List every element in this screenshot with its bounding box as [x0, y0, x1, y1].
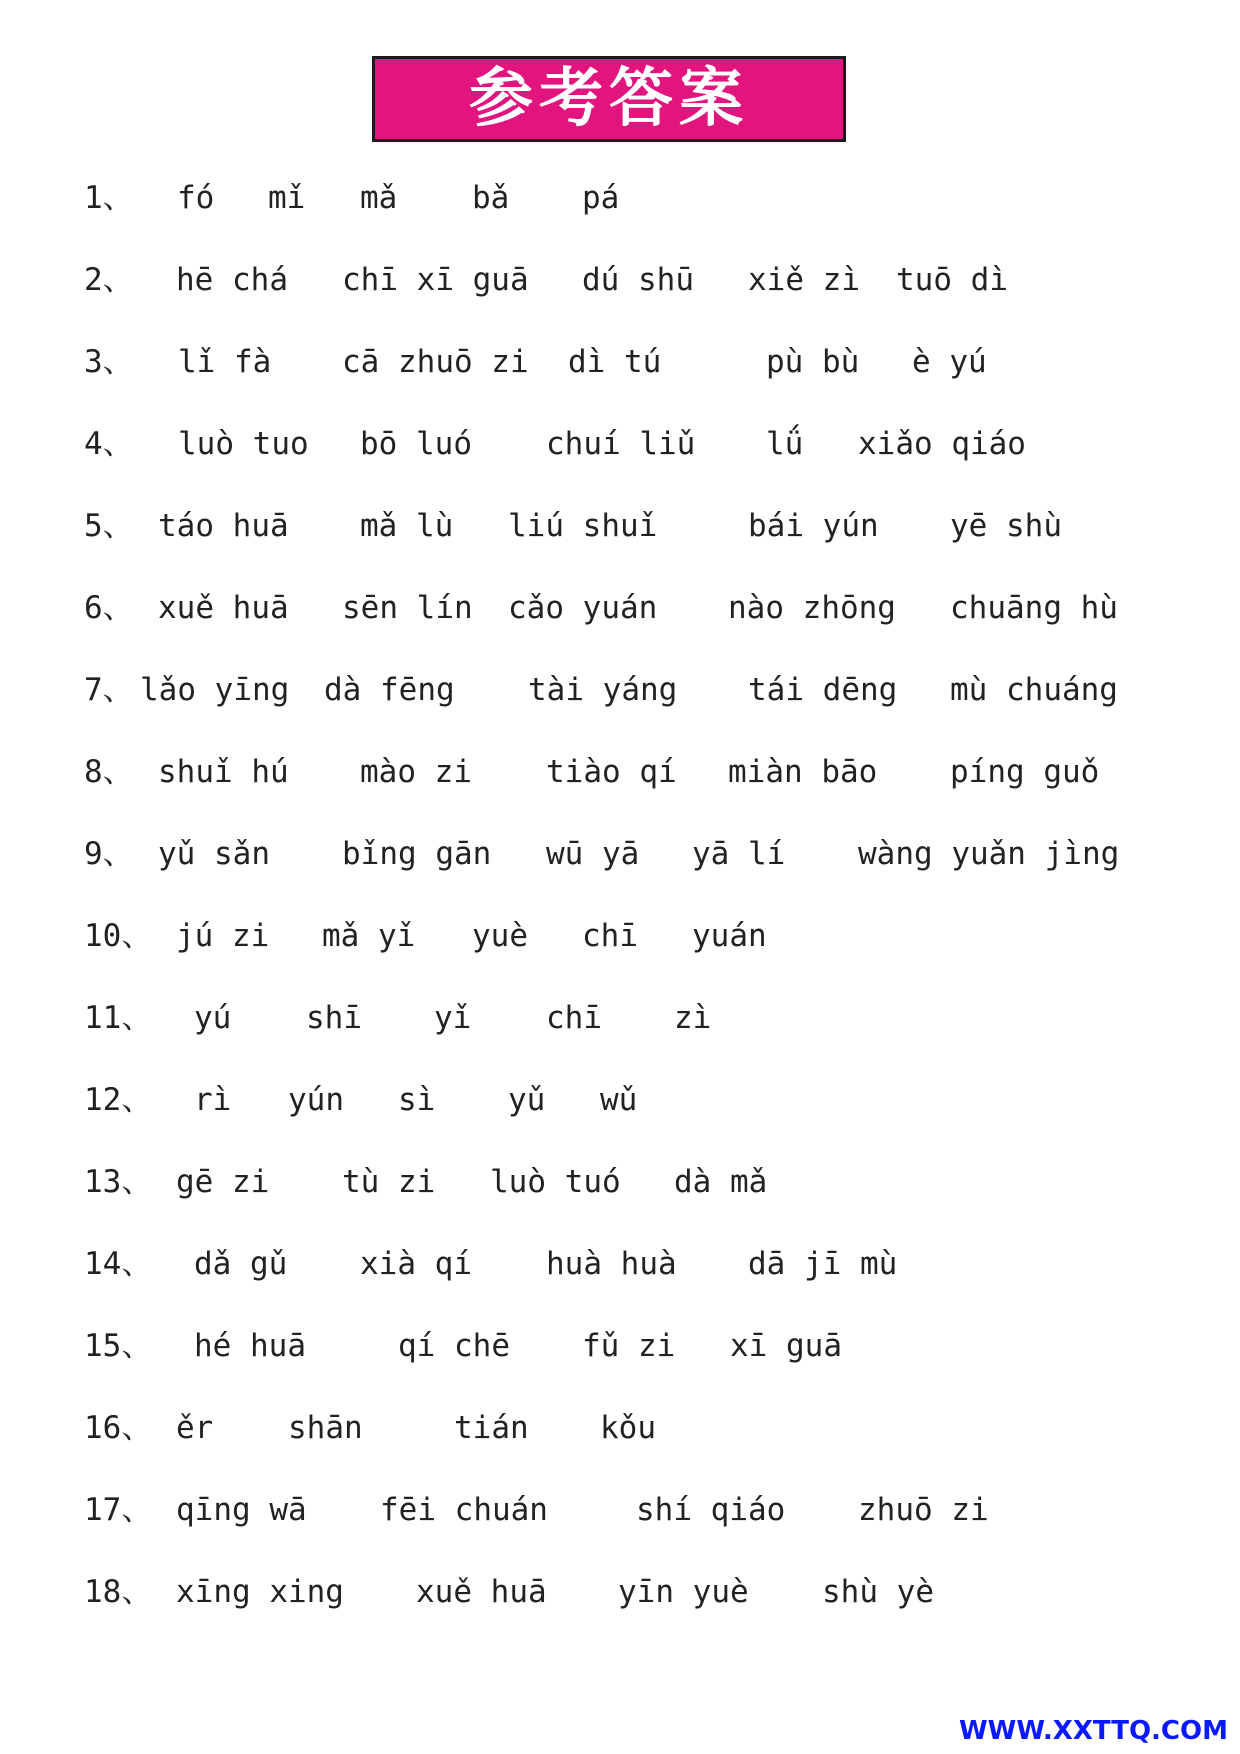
pinyin-answer: xiǎo qiáo: [858, 426, 1026, 462]
pinyin-answer: bǎ: [472, 180, 510, 216]
pinyin-answer: lǘ: [766, 426, 804, 462]
pinyin-answer: fēi chuán: [380, 1492, 548, 1528]
site-watermark: WWW.XXTTQ.COM: [959, 1716, 1228, 1746]
pinyin-answer: shí qiáo: [636, 1492, 786, 1528]
pinyin-answer: tiào qí: [546, 754, 677, 790]
pinyin-answer: dì tú: [568, 344, 662, 380]
pinyin-answer: xuě huā: [416, 1574, 547, 1610]
pinyin-answer: yē shù: [950, 508, 1062, 544]
pinyin-answer: qí chē: [398, 1328, 510, 1364]
pinyin-answer: wàng yuǎn jìng: [858, 836, 1120, 872]
pinyin-answer: shù yè: [822, 1574, 934, 1610]
pinyin-answer: mǎ: [360, 180, 398, 216]
pinyin-answer: pá: [582, 180, 620, 216]
pinyin-answer: lǐ fà: [178, 344, 272, 380]
answer-row: [0, 414, 1240, 474]
pinyin-answer: wǔ: [600, 1082, 638, 1118]
answer-number: 12、: [84, 1082, 153, 1118]
pinyin-answer: tái dēng: [748, 672, 898, 708]
pinyin-answer: tài yáng: [528, 672, 678, 708]
pinyin-answer: yún: [288, 1082, 344, 1118]
answer-row: [0, 988, 1240, 1048]
pinyin-answer: zì: [674, 1000, 712, 1036]
pinyin-answer: yǔ: [508, 1082, 546, 1118]
answer-number: 7、: [84, 672, 134, 708]
answer-number: 5、: [84, 508, 134, 544]
pinyin-answer: yú: [194, 1000, 232, 1036]
pinyin-answer: qīng wā: [176, 1492, 307, 1528]
pinyin-answer: huà huà: [546, 1246, 677, 1282]
pinyin-answer: chī xī guā: [342, 262, 529, 298]
pinyin-answer: bǐng gān: [342, 836, 492, 872]
pinyin-answer: hē chá: [176, 262, 288, 298]
pinyin-answer: zhuō zi: [858, 1492, 989, 1528]
answer-number: 9、: [84, 836, 134, 872]
answer-row: [0, 168, 1240, 228]
pinyin-answer: nào zhōng: [728, 590, 896, 626]
answer-row: [0, 1316, 1240, 1376]
answer-row: [0, 1070, 1240, 1130]
answer-number: 17、: [84, 1492, 153, 1528]
pinyin-answer: xī guā: [730, 1328, 842, 1364]
pinyin-answer: kǒu: [600, 1410, 656, 1446]
answer-row: [0, 1480, 1240, 1540]
pinyin-answer: jú zi: [176, 918, 270, 954]
pinyin-answer: táo huā: [158, 508, 289, 544]
pinyin-answer: sēn lín: [342, 590, 473, 626]
page-title: 参考答案: [469, 62, 749, 136]
pinyin-answer: dǎ gǔ: [194, 1246, 288, 1282]
pinyin-answer: liú shuǐ: [508, 508, 658, 544]
pinyin-answer: mǐ: [268, 180, 306, 216]
pinyin-answer: dā jī mù: [748, 1246, 898, 1282]
pinyin-answer: miàn bāo: [728, 754, 878, 790]
answer-number: 4、: [84, 426, 134, 462]
pinyin-answer: cā zhuō zi: [342, 344, 529, 380]
answer-row: [0, 742, 1240, 802]
pinyin-answer: fó: [177, 180, 215, 216]
pinyin-answer: mào zi: [360, 754, 472, 790]
pinyin-answer: mù chuáng: [950, 672, 1118, 708]
pinyin-answer: tuō dì: [896, 262, 1008, 298]
pinyin-answer: chī: [546, 1000, 602, 1036]
answer-row: [0, 496, 1240, 556]
pinyin-answer: pù bù: [766, 344, 860, 380]
pinyin-answer: yǐ: [434, 1000, 472, 1036]
pinyin-answer: è yú: [912, 344, 987, 380]
pinyin-answer: ěr: [176, 1410, 214, 1446]
pinyin-answer: dà mǎ: [674, 1164, 768, 1200]
pinyin-answer: hé huā: [194, 1328, 306, 1364]
answer-row: [0, 1152, 1240, 1212]
pinyin-answer: xià qí: [360, 1246, 472, 1282]
pinyin-answer: luò tuó: [490, 1164, 621, 1200]
answer-number: 8、: [84, 754, 134, 790]
pinyin-answer: yuán: [692, 918, 767, 954]
answer-number: 1、: [84, 180, 134, 216]
answer-row: [0, 332, 1240, 392]
pinyin-answer: cǎo yuán: [508, 590, 658, 626]
pinyin-answer: yīn yuè: [618, 1574, 749, 1610]
answer-row: [0, 1398, 1240, 1458]
pinyin-answer: dú shū: [582, 262, 694, 298]
answer-row: [0, 906, 1240, 966]
answer-number: 14、: [84, 1246, 153, 1282]
answer-number: 16、: [84, 1410, 153, 1446]
answer-number: 11、: [84, 1000, 153, 1036]
pinyin-answer: tián: [454, 1410, 529, 1446]
pinyin-answer: tù zi: [342, 1164, 436, 1200]
pinyin-answer: lǎo yīng: [140, 672, 290, 708]
answer-number: 6、: [84, 590, 134, 626]
answer-number: 18、: [84, 1574, 153, 1610]
answer-number: 3、: [84, 344, 134, 380]
pinyin-answer: wū yā: [546, 836, 640, 872]
answer-row: [0, 250, 1240, 310]
pinyin-answer: rì: [194, 1082, 232, 1118]
pinyin-answer: yā lí: [692, 836, 786, 872]
answer-number: 10、: [84, 918, 153, 954]
pinyin-answer: dà fēng: [324, 672, 455, 708]
pinyin-answer: chī: [582, 918, 638, 954]
answer-row: [0, 578, 1240, 638]
pinyin-answer: chuāng hù: [950, 590, 1118, 626]
pinyin-answer: mǎ yǐ: [322, 918, 416, 954]
pinyin-answer: bái yún: [748, 508, 879, 544]
pinyin-answer: xuě huā: [158, 590, 289, 626]
pinyin-answer: bō luó: [360, 426, 472, 462]
answer-row: [0, 660, 1240, 720]
pinyin-answer: sì: [398, 1082, 436, 1118]
pinyin-answer: xīng xing: [176, 1574, 344, 1610]
pinyin-answer: xiě zì: [748, 262, 860, 298]
pinyin-answer: chuí liǔ: [546, 426, 696, 462]
pinyin-answer: yǔ sǎn: [158, 836, 270, 872]
answer-row: [0, 824, 1240, 884]
answer-number: 13、: [84, 1164, 153, 1200]
answer-row: [0, 1234, 1240, 1294]
pinyin-answer: luò tuo: [178, 426, 309, 462]
pinyin-answer: fǔ zi: [582, 1328, 676, 1364]
answer-number: 2、: [84, 262, 134, 298]
pinyin-answer: gē zi: [176, 1164, 270, 1200]
pinyin-answer: yuè: [472, 918, 528, 954]
answer-number: 15、: [84, 1328, 153, 1364]
pinyin-answer: píng guǒ: [950, 754, 1100, 790]
pinyin-answer: mǎ lù: [360, 508, 454, 544]
answer-row: [0, 1562, 1240, 1622]
pinyin-answer: shuǐ hú: [158, 754, 289, 790]
pinyin-answer: shān: [288, 1410, 363, 1446]
pinyin-answer: shī: [306, 1000, 362, 1036]
